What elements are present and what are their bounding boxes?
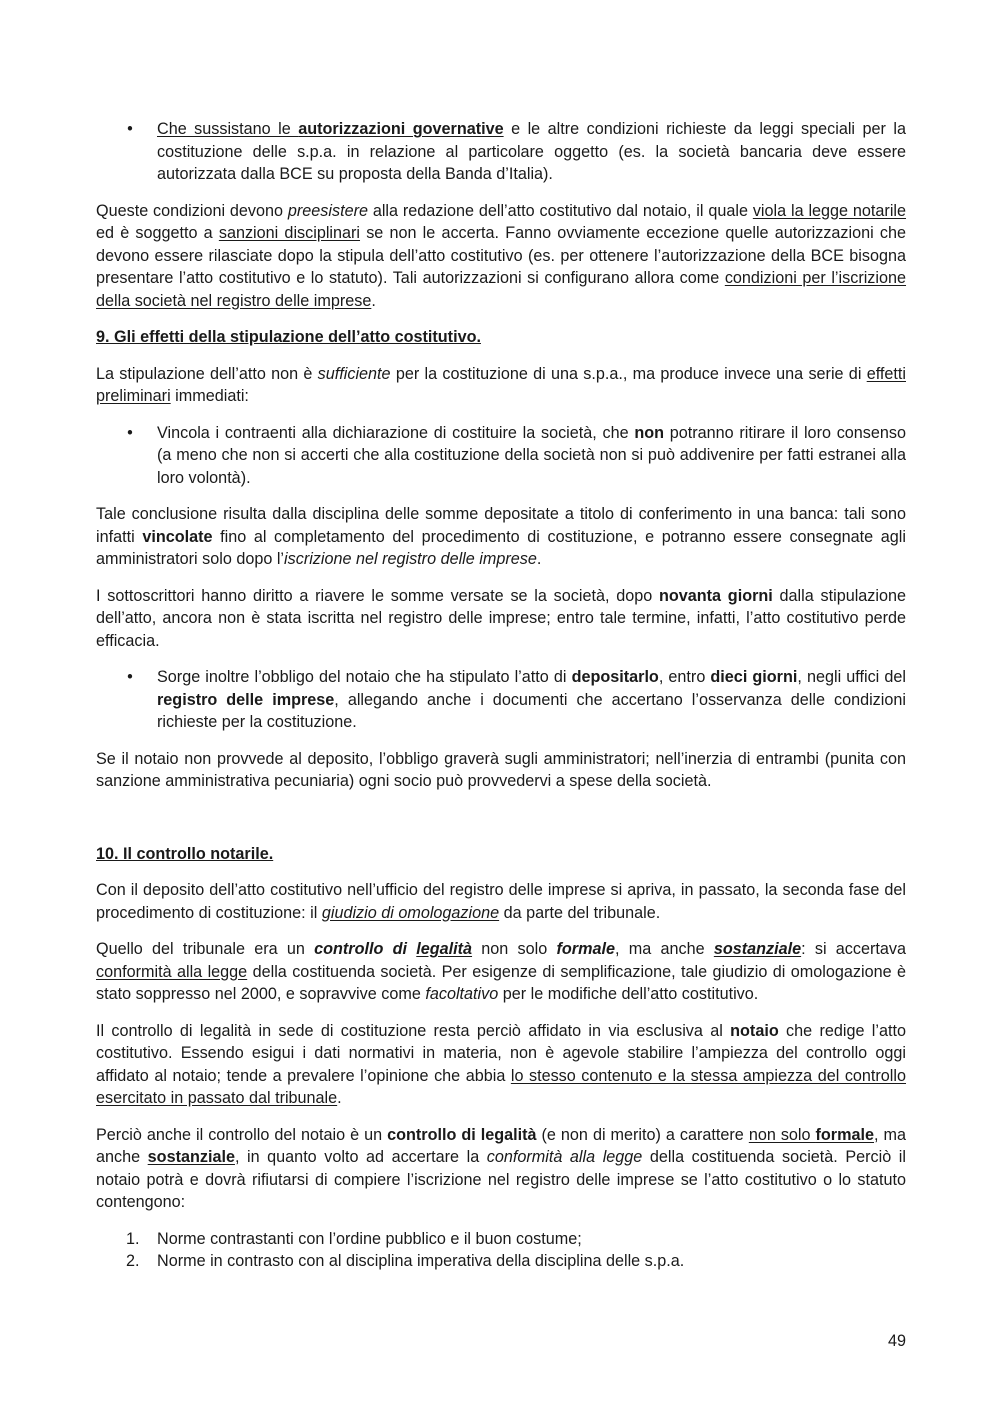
paragraph: Quello del tribunale era un controllo di legalità non solo formale, ma anche sostanziale: si accertava conformità alla legge della costituenda società. Per esigenze di semplificazione, tale giudizio di omologazione è stato soppresso nel 2000, e sopravvive come facoltativo per le modifiche dell’atto costitutivo. [96,940,907,1003]
section-spacer [96,807,906,843]
page-number: 49 [887,1332,906,1350]
section-heading-10: 10. Il controllo notarile. [96,844,274,863]
bullet-icon: • [127,120,133,138]
paragraph: Con il deposito dell’atto costitutivo nell’ufficio del registro delle imprese si apriva, in passato, la seconda fase del procedimento di costituzione: il giudizio di omologazione da parte del tribunale. [96,881,906,922]
paragraph: Il controllo di legalità in sede di costituzione resta perciò affidato in via esclusiva al notaio che redige l’atto costitutivo. Essendo esigui i dati normativi in materia, non è agevole stabilire l’ampiezza del controllo oggi affidato al notaio; tende a prevalere l’opinione che abbia lo stesso contenuto e la stessa ampiezza del controllo esercitato in passato dal tribunale. [96,1021,907,1107]
bullet-icon: • [127,423,133,442]
list-item: 2. Norme in contrasto con al disciplina imperativa della disciplina delle s.p.a. [126,1252,685,1270]
bullet-list-autorizzazioni [96,118,906,186]
bullet-list-effetti [96,422,906,490]
section-heading-9: 9. Gli effetti della stipulazione dell’atto costitutivo. [96,328,481,346]
paragraph: Tale conclusione risulta dalla disciplina delle somme depositate a titolo di conferimento in una banca: tali sono infatti vincolate fino al completamento del procedimento di costituzione, e potranno essere consegnate agli amministratori solo dopo l’iscrizione nel registro delle imprese. [96,505,906,568]
bullet-list-deposito [96,666,906,734]
paragraph: I sottoscrittori hanno diritto a riavere le somme versate se la società, dopo novanta giorni dalla stipulazione dell’atto, ancora non è stata iscritta nel registro delle imprese; entro tale termine, infatti, l’atto costitutivo perde efficacia. [96,586,906,650]
list-item: • Che sussistano le autorizzazioni governative e le altre condizioni richieste da leggi speciali per la costituzione delle s.p.a. in relazione al particolare oggetto (es. la società bancaria deve essere autorizzata dalla BCE su proposta della Banda d’Italia). [96,118,906,186]
paragraph: Perciò anche il controllo del notaio è un controllo di legalità (e non di merito) a carattere non solo formale, ma anche sostanziale, in quanto volto ad accertare la conformità alla legge della costituenda società. Perciò il notaio potrà e dovrà rifiutarsi di compiere l’iscrizione nel registro delle imprese se l’atto costitutivo o lo statuto contengono: [96,1125,907,1211]
list-item: • Vincola i contraenti alla dichiarazione di costituire la società, che non potranno ritirare il loro consenso (a meno che non si accerti che alla costituzione della società non si può addivenire per fatti estranei alla loro volontà). [96,422,906,490]
paragraph: La stipulazione dell’atto non è sufficiente per la costituzione di una s.p.a., ma produce invece una serie di effetti preliminari immediati: [96,364,906,405]
list-item: • Sorge inoltre l’obbligo del notaio che ha stipulato l’atto di depositarlo, entro dieci giorni, negli uffici del registro delle imprese, allegando anche i documenti che accertano l’osservanza delle condizioni richieste per la costituzione. [96,666,906,734]
paragraph: Queste condizioni devono preesistere alla redazione dell’atto costitutivo dal notaio, il quale viola la legge notarile ed è soggetto a sanzioni disciplinari se non le accerta. Fanno ovviamente eccezione quelle autorizzazioni che devono essere rilasciate dopo la stipula dell’atto costitutivo (es. per ottenere l’autorizzazione della BCE bisogna presentare l’atto costitutivo e lo statuto). Tali autorizzazioni si configurano allora come condizioni per l’iscrizione della società nel registro delle imprese. [96,201,907,310]
document-page [96,118,906,1287]
numbered-list [96,1228,906,1273]
bullet-icon: • [127,668,133,686]
paragraph: Se il notaio non provvede al deposito, l’obbligo graverà sugli amministratori; nell’inerzia di entrambi (punita con sanzione amministrativa pecuniaria) ogni socio può provvedervi a spese della società. [96,749,906,790]
list-item: 1. Norme contrastanti con l’ordine pubblico e il buon costume; [126,1229,582,1248]
